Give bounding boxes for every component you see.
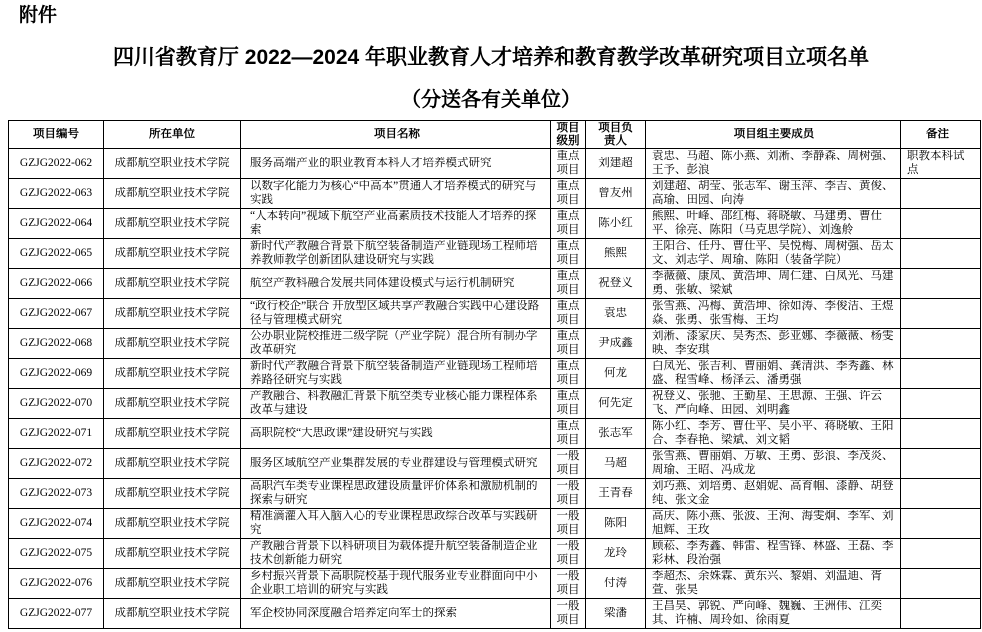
cell-project-level	[551, 599, 586, 629]
cell-project-id-text: GZJG2022-063	[19, 186, 93, 199]
cell-project-level-text: 重点项目	[556, 390, 580, 416]
cell-project-id	[9, 239, 104, 269]
header-project-id-text: 项目编号	[33, 128, 79, 140]
cell-project-leader	[586, 569, 646, 599]
cell-note	[901, 599, 981, 629]
cell-project-name	[241, 239, 551, 269]
cell-team-members	[646, 149, 901, 179]
cell-project-name	[241, 179, 551, 209]
cell-project-leader-text: 张志军	[598, 426, 633, 439]
cell-project-leader-text: 熊熙	[604, 246, 627, 259]
cell-project-level-text: 重点项目	[556, 180, 580, 206]
cell-team-members-text: 张雪燕、曹丽娟、万敏、王勇、彭浪、李茂炎、周瑜、王昭、冯成龙	[652, 450, 894, 476]
cell-team-members-text: 袁忠、马超、陈小燕、刘淅、李静森、周树强、王予、彭浪	[652, 150, 894, 176]
cell-project-leader	[586, 359, 646, 389]
cell-team-members-text: 王昌昊、郭锐、严向峰、魏巍、王洲伟、江奕其、许楠、周玲如、徐雨夏	[652, 600, 882, 626]
cell-team-members-text: 刘建超、胡莹、张志军、谢玉萍、李吉、黄俊、高瑜、田园、向涛	[652, 180, 894, 206]
cell-unit	[104, 209, 241, 239]
cell-project-level-text: 重点项目	[556, 330, 580, 356]
cell-note	[901, 209, 981, 239]
cell-project-id-text: GZJG2022-067	[19, 306, 93, 319]
cell-project-leader	[586, 269, 646, 299]
cell-project-level	[551, 359, 586, 389]
cell-note	[901, 299, 981, 329]
cell-project-id	[9, 389, 104, 419]
cell-project-id-text: GZJG2022-076	[19, 576, 93, 589]
cell-note	[901, 449, 981, 479]
cell-project-level-text: 重点项目	[556, 210, 580, 236]
cell-project-level	[551, 239, 586, 269]
cell-project-name	[241, 509, 551, 539]
cell-project-name-text: 高职汽车类专业课程思政建设质量评价体系和激励机制的探索与研究	[250, 480, 538, 506]
attachment-label: 附件	[19, 5, 58, 26]
cell-unit	[104, 449, 241, 479]
cell-project-leader	[586, 479, 646, 509]
cell-unit-text: 成都航空职业技术学院	[114, 606, 230, 619]
cell-project-name	[241, 299, 551, 329]
cell-project-name	[241, 149, 551, 179]
cell-project-id	[9, 209, 104, 239]
cell-note	[901, 359, 981, 389]
cell-project-id	[9, 419, 104, 449]
cell-project-level	[551, 479, 586, 509]
header-project-name	[241, 121, 551, 149]
cell-project-level	[551, 569, 586, 599]
cell-project-name	[241, 569, 551, 599]
cell-note	[901, 239, 981, 269]
cell-unit-text: 成都航空职业技术学院	[114, 486, 230, 499]
table-row	[9, 569, 981, 599]
cell-project-name	[241, 419, 551, 449]
cell-unit-text: 成都航空职业技术学院	[114, 276, 230, 289]
cell-project-leader	[586, 149, 646, 179]
cell-project-name-text: 产教融合、科教融汇背景下航空类专业核心能力课程体系改革与建设	[250, 390, 538, 416]
cell-unit-text: 成都航空职业技术学院	[114, 336, 230, 349]
cell-project-level-text: 一般项目	[556, 480, 580, 506]
cell-project-leader	[586, 449, 646, 479]
table-row	[9, 389, 981, 419]
cell-project-name	[241, 449, 551, 479]
cell-unit	[104, 569, 241, 599]
cell-project-id	[9, 299, 104, 329]
cell-note-text: 职教本科试点	[907, 150, 965, 176]
cell-project-id	[9, 539, 104, 569]
cell-project-id	[9, 509, 104, 539]
cell-team-members-text: 陈小红、李芳、曹仕平、吴小平、蒋晓敏、王阳合、李春艳、梁斌、刘文韬	[652, 420, 894, 446]
table-row	[9, 329, 981, 359]
page-title: 四川省教育厅 2022—2024 年职业教育人才培养和教育教学改革研究项目立项名单	[112, 46, 870, 69]
cell-team-members	[646, 509, 901, 539]
cell-project-level-text: 重点项目	[556, 360, 580, 386]
cell-project-name-text: 公办职业院校推进二级学院（产业学院）混合所有制办学改革研究	[250, 330, 538, 356]
cell-project-id-text: GZJG2022-069	[19, 366, 93, 379]
cell-project-name-text: 精准滴灌入耳入脑入心的专业课程思政综合改革与实践研究	[250, 510, 538, 536]
cell-project-name-text: 乡村振兴背景下高职院校基于现代服务业专业群面向中小企业职工培训的研究与实践	[250, 570, 538, 596]
cell-unit	[104, 539, 241, 569]
cell-team-members-text: 张雪燕、冯梅、黄浩坤、徐如涛、李俊洁、王煜焱、张勇、张雪梅、王均	[652, 300, 894, 326]
cell-project-leader	[586, 599, 646, 629]
cell-project-level	[551, 389, 586, 419]
cell-project-level-text: 一般项目	[556, 450, 580, 476]
cell-project-id	[9, 149, 104, 179]
cell-unit-text: 成都航空职业技术学院	[114, 306, 230, 319]
cell-project-level-text: 重点项目	[556, 240, 580, 266]
cell-project-leader	[586, 209, 646, 239]
header-note	[901, 121, 981, 149]
cell-project-leader	[586, 329, 646, 359]
cell-project-name-text: 以数字化能力为核心“中高本”贯通人才培养模式的研究与实践	[250, 180, 537, 206]
cell-project-name	[241, 389, 551, 419]
cell-unit	[104, 599, 241, 629]
cell-project-name-text: “政行校企”联合 开放型区域共享产教融合实践中心建设路径与管理模式研究	[250, 300, 540, 326]
cell-unit	[104, 389, 241, 419]
header-project-name-text: 项目名称	[374, 128, 420, 140]
cell-note	[901, 569, 981, 599]
cell-team-members	[646, 329, 901, 359]
cell-project-id	[9, 329, 104, 359]
cell-project-name	[241, 479, 551, 509]
cell-unit-text: 成都航空职业技术学院	[114, 546, 230, 559]
cell-unit-text: 成都航空职业技术学院	[114, 396, 230, 409]
cell-team-members	[646, 239, 901, 269]
cell-project-level	[551, 329, 586, 359]
cell-project-id	[9, 569, 104, 599]
cell-project-name-text: 航空产教科融合发展共同体建设模式与运行机制研究	[250, 276, 515, 289]
cell-project-name	[241, 539, 551, 569]
cell-project-level-text: 重点项目	[556, 420, 580, 446]
cell-project-name-text: 军企校协同深度融合培养定向军士的探索	[250, 606, 457, 619]
table-row	[9, 299, 981, 329]
cell-project-leader-text: 袁忠	[604, 306, 627, 319]
cell-project-id-text: GZJG2022-074	[19, 516, 93, 529]
cell-project-id-text: GZJG2022-071	[19, 426, 93, 439]
table-row	[9, 179, 981, 209]
cell-team-members-text: 祝登义、张驰、王勤星、王思源、王强、许云飞、严向峰、田园、刘明鑫	[652, 390, 882, 416]
table-row	[9, 449, 981, 479]
cell-project-level-text: 一般项目	[556, 570, 580, 596]
cell-project-name-text: 产教融合背景下以科研项目为载体提升航空装备制造企业技术创新能力研究	[250, 540, 538, 566]
cell-project-id-text: GZJG2022-065	[19, 246, 93, 259]
cell-project-name-text: “人本转向”视域下航空产业高素质技术技能人才培养的探索	[250, 210, 537, 236]
cell-note	[901, 389, 981, 419]
cell-team-members-text: 熊熙、叶峰、邵红梅、蒋晓敏、马建勇、曹仕平、徐亮、陈阳（马克思学院）、刘逸舲	[652, 210, 882, 236]
cell-team-members-text: 刘淅、漆家庆、吴秀杰、彭亚娜、李薇薇、杨雯映、李安琪	[652, 330, 894, 356]
cell-team-members-text: 李超杰、余姝霖、黄东兴、黎娟、刘温迪、胥萱、张昊	[652, 570, 882, 596]
table-row	[9, 599, 981, 629]
cell-project-id	[9, 599, 104, 629]
cell-project-name	[241, 269, 551, 299]
header-project-leader-text: 项目负责人	[598, 121, 633, 147]
cell-project-level	[551, 299, 586, 329]
cell-note	[901, 509, 981, 539]
cell-project-leader-text: 梁潘	[604, 606, 627, 619]
cell-project-id-text: GZJG2022-066	[19, 276, 93, 289]
table-row	[9, 209, 981, 239]
cell-unit	[104, 149, 241, 179]
cell-project-level-text: 重点项目	[556, 270, 580, 296]
project-table	[8, 120, 981, 629]
cell-team-members	[646, 419, 901, 449]
cell-project-id	[9, 449, 104, 479]
cell-note	[901, 479, 981, 509]
header-note-text: 备注	[926, 128, 949, 140]
cell-project-level-text: 一般项目	[556, 540, 580, 566]
cell-project-id-text: GZJG2022-077	[19, 606, 93, 619]
cell-project-name-text: 新时代产教融合背景下航空装备制造产业链现场工程师培养教师教学创新团队建设研究与实践	[250, 240, 538, 266]
cell-project-level	[551, 509, 586, 539]
cell-project-leader-text: 陈阳	[604, 516, 627, 529]
cell-project-leader	[586, 239, 646, 269]
cell-team-members	[646, 599, 901, 629]
cell-project-leader	[586, 509, 646, 539]
cell-unit-text: 成都航空职业技术学院	[114, 156, 230, 169]
cell-project-level-text: 重点项目	[556, 300, 580, 326]
cell-unit-text: 成都航空职业技术学院	[114, 216, 230, 229]
cell-project-level	[551, 179, 586, 209]
cell-project-level-text: 重点项目	[556, 150, 580, 176]
cell-team-members-text: 刘巧燕、刘培勇、赵娟妮、高育帼、漆静、胡登纯、张文金	[652, 480, 894, 506]
header-project-level-text: 项目级别	[556, 121, 580, 147]
cell-project-name	[241, 329, 551, 359]
cell-unit-text: 成都航空职业技术学院	[114, 456, 230, 469]
cell-team-members	[646, 449, 901, 479]
cell-unit	[104, 359, 241, 389]
cell-unit	[104, 419, 241, 449]
cell-unit-text: 成都航空职业技术学院	[114, 366, 230, 379]
cell-unit	[104, 299, 241, 329]
table-header-row	[9, 121, 981, 149]
cell-unit-text: 成都航空职业技术学院	[114, 186, 230, 199]
cell-note	[901, 179, 981, 209]
cell-project-leader	[586, 389, 646, 419]
cell-project-level	[551, 149, 586, 179]
cell-project-level	[551, 419, 586, 449]
cell-project-leader-text: 王青春	[598, 486, 633, 499]
cell-note	[901, 419, 981, 449]
cell-team-members	[646, 209, 901, 239]
cell-project-leader	[586, 179, 646, 209]
table-row	[9, 359, 981, 389]
cell-project-leader	[586, 539, 646, 569]
cell-project-leader	[586, 299, 646, 329]
cell-team-members-text: 高庆、陈小燕、张波、王洵、海雯炯、李军、刘旭辉、王玫	[652, 510, 894, 536]
header-unit	[104, 121, 241, 149]
cell-project-leader-text: 何龙	[604, 366, 627, 379]
cell-unit-text: 成都航空职业技术学院	[114, 516, 230, 529]
cell-team-members-text: 王阳合、任丹、曹仕平、吴悦梅、周树强、岳太文、刘志学、周瑜、陈阳（装备学院）	[652, 240, 894, 266]
cell-team-members	[646, 179, 901, 209]
cell-unit-text: 成都航空职业技术学院	[114, 426, 230, 439]
cell-project-leader-text: 祝登义	[598, 276, 633, 289]
table-row	[9, 509, 981, 539]
table-body	[9, 149, 981, 629]
cell-project-id-text: GZJG2022-068	[19, 336, 93, 349]
cell-project-level-text: 一般项目	[556, 600, 580, 626]
cell-note	[901, 329, 981, 359]
cell-project-leader-text: 何先定	[598, 396, 633, 409]
cell-project-leader-text: 尹成鑫	[598, 336, 633, 349]
cell-project-id	[9, 179, 104, 209]
cell-project-id	[9, 269, 104, 299]
table-row	[9, 419, 981, 449]
cell-project-id	[9, 359, 104, 389]
cell-project-name-text: 服务区域航空产业集群发展的专业群建设与管理模式研究	[250, 456, 538, 469]
cell-project-name-text: 服务高端产业的职业教育本科人才培养模式研究	[250, 156, 492, 169]
cell-project-name	[241, 209, 551, 239]
cell-team-members	[646, 269, 901, 299]
cell-project-leader	[586, 419, 646, 449]
cell-project-level	[551, 449, 586, 479]
cell-team-members-text: 顾菘、李秀鑫、韩雷、程雪锋、林盛、王磊、李彩林、段治强	[652, 540, 894, 566]
cell-unit-text: 成都航空职业技术学院	[114, 246, 230, 259]
cell-project-leader-text: 刘建超	[598, 156, 633, 169]
table-row	[9, 479, 981, 509]
cell-unit	[104, 179, 241, 209]
cell-project-id-text: GZJG2022-070	[19, 396, 93, 409]
cell-team-members-text: 李薇薇、康凤、黄浩坤、周仁建、白凤光、马建勇、张敏、梁斌	[652, 270, 894, 296]
cell-team-members	[646, 299, 901, 329]
cell-note	[901, 539, 981, 569]
cell-project-level-text: 一般项目	[556, 510, 580, 536]
cell-project-name-text: 高职院校“大思政课”建设研究与实践	[250, 426, 433, 439]
cell-team-members	[646, 479, 901, 509]
cell-unit	[104, 329, 241, 359]
cell-project-id-text: GZJG2022-075	[19, 546, 93, 559]
header-team-members	[646, 121, 901, 149]
cell-project-name	[241, 359, 551, 389]
cell-team-members	[646, 359, 901, 389]
page-subtitle: （分送各有关单位）	[401, 89, 581, 111]
cell-project-name	[241, 599, 551, 629]
table-row	[9, 269, 981, 299]
cell-project-id-text: GZJG2022-072	[19, 456, 93, 469]
cell-note	[901, 269, 981, 299]
cell-team-members	[646, 569, 901, 599]
table-row	[9, 239, 981, 269]
cell-project-leader-text: 付涛	[604, 576, 627, 589]
table-row	[9, 149, 981, 179]
cell-project-id-text: GZJG2022-064	[19, 216, 93, 229]
cell-unit-text: 成都航空职业技术学院	[114, 576, 230, 589]
header-project-level	[551, 121, 586, 149]
table-row	[9, 539, 981, 569]
header-unit-text: 所在单位	[149, 128, 195, 140]
cell-project-level	[551, 269, 586, 299]
cell-unit	[104, 479, 241, 509]
cell-project-id-text: GZJG2022-062	[19, 156, 93, 169]
cell-project-leader-text: 曾友州	[598, 186, 633, 199]
header-project-id	[9, 121, 104, 149]
cell-team-members-text: 白凤光、张吉利、曹丽娟、龚清洪、李秀鑫、林盛、程雪峰、杨泽云、潘勇强	[652, 360, 894, 386]
cell-project-id	[9, 479, 104, 509]
cell-project-level	[551, 539, 586, 569]
cell-unit	[104, 269, 241, 299]
header-project-leader	[586, 121, 646, 149]
cell-unit	[104, 509, 241, 539]
cell-unit	[104, 239, 241, 269]
cell-note	[901, 149, 981, 179]
cell-project-leader-text: 马超	[604, 456, 627, 469]
cell-project-name-text: 新时代产教融合背景下航空装备制造产业链现场工程师培养路径研究与实践	[250, 360, 538, 386]
cell-project-leader-text: 陈小红	[598, 216, 633, 229]
cell-project-level	[551, 209, 586, 239]
cell-team-members	[646, 389, 901, 419]
cell-project-leader-text: 龙玲	[604, 546, 627, 559]
header-team-members-text: 项目组主要成员	[733, 128, 815, 140]
cell-project-id-text: GZJG2022-073	[19, 486, 93, 499]
table-header	[9, 121, 981, 149]
cell-team-members	[646, 539, 901, 569]
